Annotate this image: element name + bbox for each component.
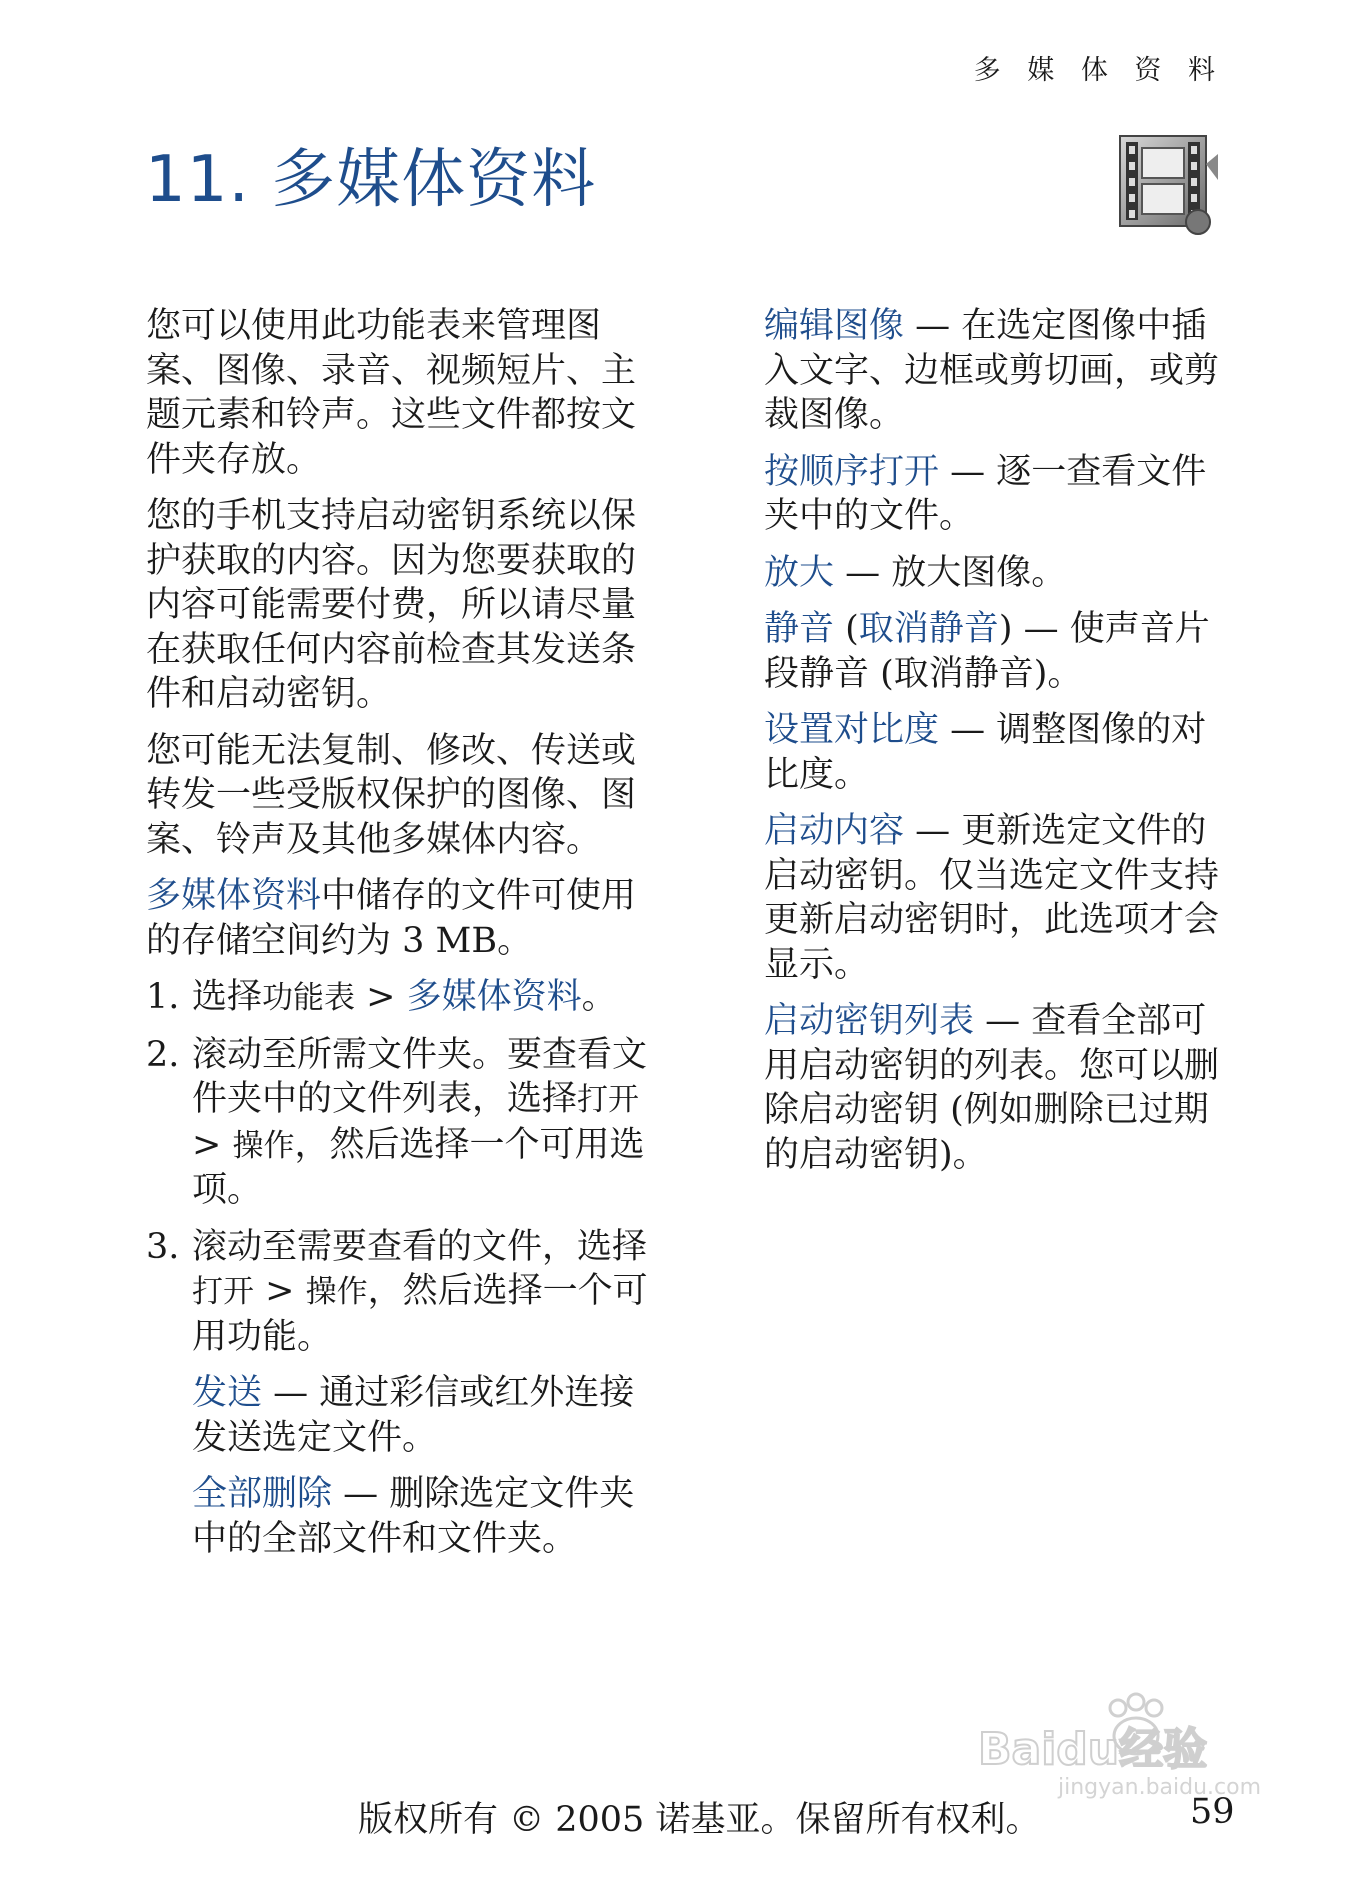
zoom-term[interactable]: 放大 — [764, 552, 835, 593]
baidu-watermark-logo — [968, 1686, 1278, 1806]
step-text: ，然后选择一个可用功能。 — [192, 1271, 648, 1357]
steps-list — [146, 975, 666, 1359]
running-header: 多 媒 体 资 料 — [973, 55, 1224, 86]
step-separator: > — [254, 1271, 306, 1311]
sub-item-delete-all — [146, 1472, 666, 1561]
step-text: ，然后选择一个可用选项。 — [192, 1124, 645, 1210]
option-zoom — [764, 551, 1234, 596]
storage-text: 中储存的文件可使用的存储空间约为 3 MB。 — [146, 876, 637, 961]
storage-paragraph — [146, 874, 666, 963]
option-edit-image — [764, 304, 1234, 438]
unmute-term[interactable]: 取消静音 — [858, 609, 999, 649]
mute-paren: ( — [834, 609, 859, 649]
right-column — [764, 304, 1234, 1189]
option-activate-content — [764, 809, 1234, 987]
step-item — [146, 975, 666, 1021]
option-contrast — [764, 708, 1234, 797]
step-text: 滚动至需要查看的文件，选择 — [192, 1226, 648, 1267]
send-desc: — 通过彩信或红外连接发送选定文件。 — [192, 1373, 635, 1458]
page-number: 59 — [1190, 1792, 1235, 1832]
step-number: 1. — [146, 977, 180, 1017]
contrast-term[interactable]: 设置对比度 — [764, 710, 940, 750]
edit-image-desc: — 在选定图像中插入文字、边框或剪切画，或剪裁图像。 — [764, 306, 1220, 435]
drm-paragraph: 您的手机支持启动密钥系统以保护获取的内容。因为您要获取的内容可能需要付费，所以请尽量在获取任何内容前检查其发送条件和启动密钥。 — [146, 496, 637, 714]
gallery-term[interactable]: 多媒体资料 — [406, 977, 582, 1017]
step-separator: > — [192, 1124, 233, 1165]
menu-term[interactable]: 功能表 — [262, 980, 356, 1016]
copyright-paragraph: 您可能无法复制、修改、传送或转发一些受版权保护的图像、图案、铃声及其他多媒体内容。 — [146, 730, 637, 860]
contrast-desc: — 调整图像的对比度。 — [764, 710, 1207, 795]
watermark-url: jingyan.baidu.com — [1058, 1775, 1262, 1800]
step-separator: > — [355, 977, 407, 1017]
edit-image-term[interactable]: 编辑图像 — [764, 306, 905, 346]
option-key-list — [764, 999, 1234, 1177]
step-text: 。 — [581, 977, 617, 1017]
delete-all-term[interactable]: 全部删除 — [192, 1474, 333, 1514]
watermark-brand: Baidu经验 — [978, 1724, 1208, 1775]
zoom-desc: — 放大图像。 — [834, 552, 1067, 593]
slideshow-term[interactable]: 按顺序打开 — [764, 451, 940, 492]
left-column — [146, 304, 666, 1573]
intro-paragraph: 您可以使用此功能表来管理图案、图像、录音、视频短片、主题元素和铃声。这些文件都按文件夹存放。 — [146, 306, 637, 480]
open-term[interactable]: 打开 — [577, 1082, 640, 1118]
film-gallery-icon — [1118, 134, 1224, 240]
step-text: 滚动至所需文件夹。要查看文件夹中的文件列表，选择 — [192, 1034, 648, 1119]
step-text: 选择 — [192, 977, 263, 1017]
options-term[interactable]: 操作 — [232, 1127, 295, 1164]
options-term[interactable]: 操作 — [305, 1274, 368, 1310]
step-item — [146, 1033, 666, 1213]
key-list-term[interactable]: 启动密钥列表 — [764, 1001, 975, 1041]
step-item — [146, 1225, 666, 1360]
footer-copyright: 版权所有 © 2005 诺基亚。保留所有权利。 — [358, 1800, 1041, 1840]
open-term[interactable]: 打开 — [192, 1274, 254, 1310]
option-mute — [764, 607, 1234, 696]
option-slideshow — [764, 450, 1234, 539]
send-term[interactable]: 发送 — [192, 1373, 263, 1413]
step-number: 3. — [146, 1226, 180, 1267]
activate-content-desc: — 更新选定文件的启动密钥。仅当选定文件支持更新启动密钥时，此选项才会显示。 — [764, 811, 1220, 985]
key-list-desc: — 查看全部可用启动密钥的列表。您可以删除启动密钥 (例如删除已过期的启动密钥)。 — [764, 1001, 1220, 1175]
step-number: 2. — [146, 1034, 180, 1075]
delete-all-desc: — 删除选定文件夹中的全部文件和文件夹。 — [192, 1474, 635, 1559]
mute-desc: ) — 使声音片段静音 (取消静音)。 — [764, 609, 1210, 694]
gallery-link[interactable]: 多媒体资料 — [146, 876, 322, 916]
activate-content-term[interactable]: 启动内容 — [764, 811, 905, 851]
slideshow-desc: — 逐一查看文件夹中的文件。 — [764, 451, 1207, 536]
chapter-title: 11. 多媒体资料 — [145, 143, 597, 217]
sub-item-send — [146, 1371, 666, 1460]
mute-term[interactable]: 静音 — [764, 609, 835, 649]
